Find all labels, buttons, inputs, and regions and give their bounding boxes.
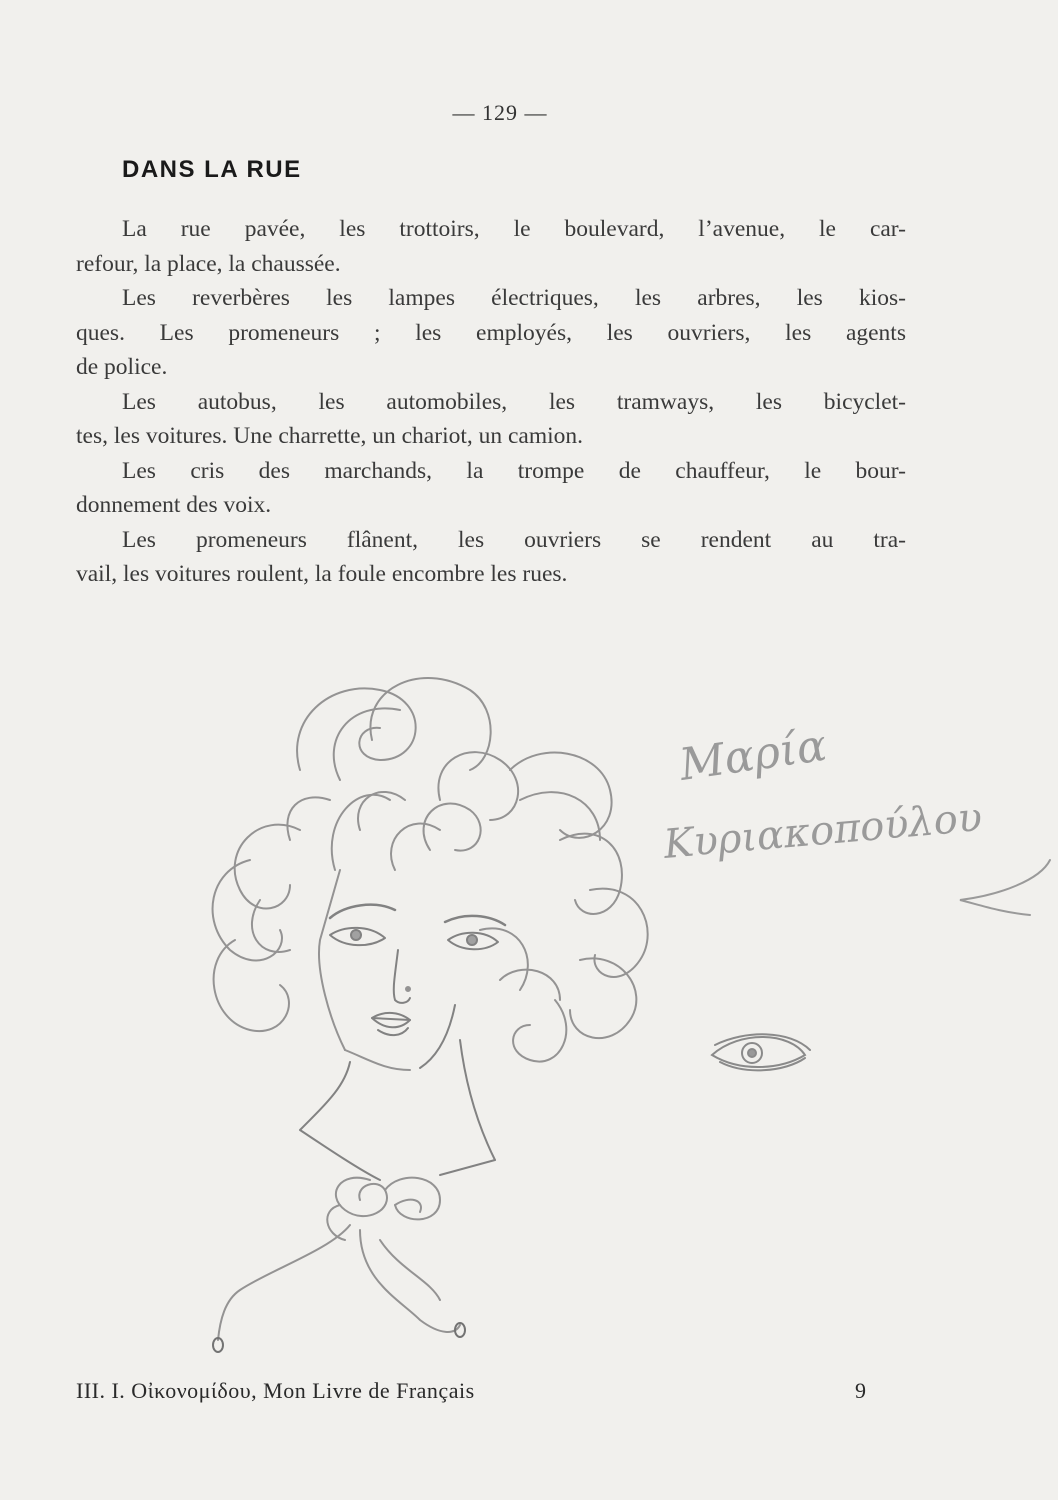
handwriting-line-2: Κυριακοπούλου [661, 794, 984, 868]
footer-source: III. I. Οἰκονομίδου, Mon Livre de Français [76, 1378, 475, 1403]
text-line: ques. Les promeneurs ; les employés, les ouvriers, les agents [76, 319, 906, 346]
section-heading: DANS LA RUE [122, 156, 302, 183]
handwriting-line-1: Μαρία [676, 719, 830, 791]
text-line: La rue pavée, les trottoirs, le boulevard, l’avenue, le car- [122, 216, 906, 242]
text-line: Les autobus, les automobiles, les tramways, les bicyclet- [122, 388, 906, 415]
text-line: de police. [76, 354, 168, 380]
footer-signature-mark: 9 [855, 1378, 866, 1403]
text-line: Les promeneurs flânent, les ouvriers se rendent au tra- [122, 526, 906, 553]
text-line: tes, les voitures. Une charrette, un chariot, un camion. [76, 423, 584, 449]
page-number: — 129 — [452, 100, 548, 125]
text-line: Les reverbères les lampes électriques, les arbres, les kios- [122, 285, 906, 311]
text-line: vail, les voitures roulent, la foule encombre les rues. [76, 561, 568, 587]
text-line: refour, la place, la chaussée. [76, 250, 341, 277]
text-line: Les cris des marchands, la trompe de chauffeur, le bour- [122, 457, 906, 484]
text-line: donnement des voix. [76, 492, 272, 518]
